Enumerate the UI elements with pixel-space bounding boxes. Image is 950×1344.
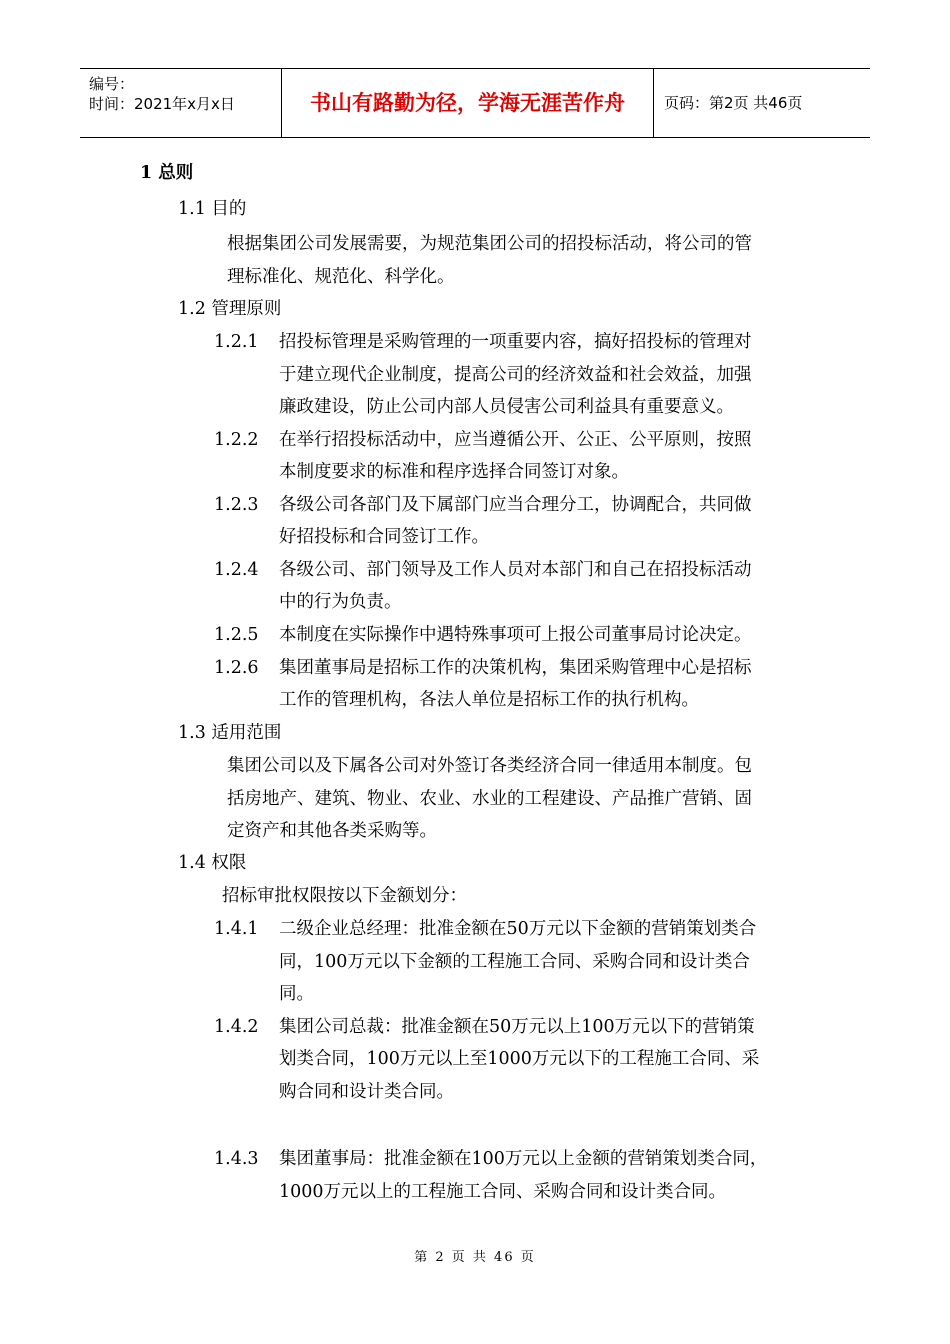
clause-line: 本制度在实际操作中遇特殊事项可上报公司董事局讨论决定。 bbox=[279, 625, 752, 645]
clause-line: 招投标管理是采购管理的一项重要内容，搞好招投标的管理对 bbox=[279, 332, 752, 352]
section-heading-1: 1 总则 bbox=[140, 163, 194, 183]
clause-line: 各级公司各部门及下属部门应当合理分工，协调配合，共同做 bbox=[279, 495, 752, 515]
clause-line: 同。 bbox=[279, 984, 314, 1004]
clause-line: 二级企业总经理：批准金额在50万元以下金额的营销策划类合 bbox=[279, 919, 757, 939]
clause-number: 1.2.3 bbox=[214, 495, 259, 515]
clause-line: 各级公司、部门领导及工作人员对本部门和自己在招投标活动 bbox=[279, 560, 752, 580]
clause-line: 购合同和设计类合同。 bbox=[279, 1082, 454, 1102]
clause-number: 1.2.6 bbox=[214, 658, 259, 678]
clause-line: 工作的管理机构，各法人单位是招标工作的执行机构。 bbox=[279, 690, 699, 710]
clause-number: 1.2.4 bbox=[214, 560, 259, 580]
clause-number: 1.4.1 bbox=[214, 919, 259, 939]
paragraph-line: 定资产和其他各类采购等。 bbox=[227, 821, 437, 841]
header-page-info: 页码：第2页 共46页 bbox=[664, 94, 803, 112]
paragraph-line: 集团公司以及下属各公司对外签订各类经济合同一律适用本制度。包 bbox=[227, 756, 752, 776]
clause-line: 同，100万元以下金额的工程施工合同、采购合同和设计类合 bbox=[279, 952, 750, 972]
document-header bbox=[80, 68, 870, 138]
clause-line: 1000万元以上的工程施工合同、采购合同和设计类合同。 bbox=[279, 1182, 727, 1202]
clause-line: 集团董事局：批准金额在100万元以上金额的营销策划类合同， bbox=[279, 1149, 768, 1169]
page-footer: 第 2 页 共 46 页 bbox=[414, 1250, 536, 1265]
clause-number: 1.2.5 bbox=[214, 625, 259, 645]
section-heading-1-3: 1.3 适用范围 bbox=[178, 723, 282, 743]
clause-line: 集团公司总裁：批准金额在50万元以上100万元以下的营销策 bbox=[279, 1017, 755, 1037]
document-date-label: 时间：2021年x月x日 bbox=[89, 95, 235, 113]
clause-line: 好招投标和合同签订工作。 bbox=[279, 527, 489, 547]
section-heading-1-4: 1.4 权限 bbox=[178, 853, 247, 873]
header-info-cell bbox=[80, 69, 282, 137]
header-motto: 书山有路勤为径，学海无涯苦作舟 bbox=[282, 69, 654, 137]
clause-line: 集团董事局是招标工作的决策机构，集团采购管理中心是招标 bbox=[279, 658, 752, 678]
clause-number: 1.2.2 bbox=[214, 430, 259, 450]
clause-number: 1.4.2 bbox=[214, 1017, 259, 1037]
paragraph-line: 招标审批权限按以下金额划分： bbox=[222, 886, 467, 906]
clause-line: 在举行招投标活动中，应当遵循公开、公正、公平原则，按照 bbox=[279, 430, 752, 450]
clause-number: 1.4.3 bbox=[214, 1149, 259, 1169]
clause-number: 1.2.1 bbox=[214, 332, 259, 352]
paragraph-line: 理标准化、规范化、科学化。 bbox=[227, 267, 455, 287]
clause-line: 于建立现代企业制度，提高公司的经济效益和社会效益，加强 bbox=[279, 365, 752, 385]
clause-line: 中的行为负责。 bbox=[279, 592, 402, 612]
clause-line: 本制度要求的标准和程序选择合同签订对象。 bbox=[279, 462, 629, 482]
section-heading-1-2: 1.2 管理原则 bbox=[178, 299, 282, 319]
paragraph-line: 根据集团公司发展需要，为规范集团公司的招投标活动，将公司的管 bbox=[227, 234, 752, 254]
section-heading-1-1: 1.1 目的 bbox=[178, 199, 247, 219]
document-number-label: 编号： bbox=[89, 75, 135, 93]
paragraph-line: 括房地产、建筑、物业、农业、水业的工程建设、产品推广营销、固 bbox=[227, 789, 752, 809]
clause-line: 划类合同，100万元以上至1000万元以下的工程施工合同、采 bbox=[279, 1049, 760, 1069]
clause-line: 廉政建设，防止公司内部人员侵害公司利益具有重要意义。 bbox=[279, 397, 734, 417]
